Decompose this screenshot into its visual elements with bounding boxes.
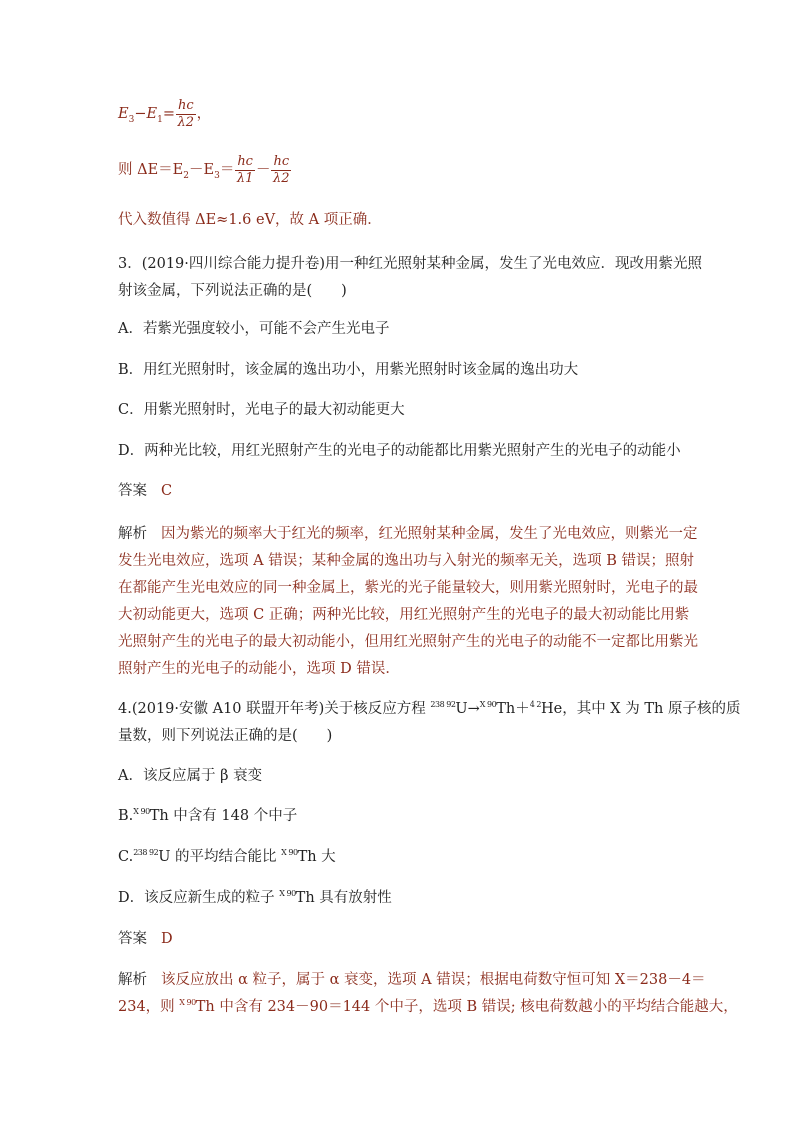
formula-symbol: E xyxy=(146,106,158,122)
fraction-denominator: λ2 xyxy=(177,114,195,130)
q3-option-d: D．两种光比较，用红光照射产生的光电子的动能都比用紫光照射产生的光电子的动能小 xyxy=(118,443,681,459)
formula-punctuation: ， xyxy=(196,106,212,122)
q3-analysis-line-5: 光照射产生的光电子的最大初动能小，但用红光照射产生的光电子的动能不一定都比用紫光 xyxy=(118,634,698,650)
formula-e3-e1 xyxy=(118,96,688,132)
formula-operator: = xyxy=(162,106,175,122)
formula-subscript: 3 xyxy=(214,170,220,181)
stem-text: He，其中 X 为 Th 原子核的质 xyxy=(540,701,741,717)
formula-subscript: 3 xyxy=(128,114,135,125)
analysis-text: 234，则 xyxy=(118,999,180,1015)
q3-option-c: C．用紫光照射时，光电子的最大初动能更大 xyxy=(118,402,405,418)
formula-text: 则 ΔE＝E xyxy=(118,162,184,178)
analysis-text: 因为紫光的频率大于红光的频率，红光照射某种金属，发生了光电效应，则紫光一定 xyxy=(161,526,698,542)
isotope-label: X 90 xyxy=(179,998,196,1007)
q4-option-c xyxy=(118,847,688,869)
q3-analysis-line-6: 照射产生的光电子的动能小，选项 D 错误． xyxy=(118,661,400,677)
option-text: Th 具有放射性 xyxy=(295,890,392,906)
q4-option-a: A．该反应属于 β 衰变 xyxy=(118,768,263,784)
q3-stem-line-2: 射该金属，下列说法正确的是( ) xyxy=(118,283,347,299)
q3-analysis-line-2: 发生光电效应，选项 A 错误；某种金属的逸出功与入射光的频率无关，选项 B 错误；照射 xyxy=(118,553,695,569)
fraction xyxy=(176,98,196,131)
q4-analysis-line-2 xyxy=(118,997,738,1019)
formula-text: －E xyxy=(188,162,215,178)
q4-stem-line-1 xyxy=(118,699,741,721)
result-line: 代入数值得 ΔE≈1.6 eV，故 A 项正确． xyxy=(118,212,382,228)
analysis-label: 解析 xyxy=(118,972,147,988)
formula-symbol: E xyxy=(118,106,129,122)
option-text: D．该反应新生成的粒子 xyxy=(118,890,280,906)
isotope-label: 238 92 xyxy=(430,700,456,709)
answer-label: 答案 xyxy=(118,483,147,499)
fraction xyxy=(271,154,291,187)
formula-delta-e xyxy=(118,152,688,188)
q4-option-d xyxy=(118,888,688,910)
isotope-label: X 90 xyxy=(133,807,150,816)
isotope-label: 4 2 xyxy=(529,700,541,709)
option-text: Th 中含有 148 个中子 xyxy=(149,808,298,824)
q4-answer xyxy=(118,929,688,949)
stem-text: 4.(2019·安徽 A10 联盟开年考)关于核反应方程 xyxy=(118,701,431,717)
isotope-label: X 90 xyxy=(281,848,298,857)
isotope-label: X 90 xyxy=(279,889,296,898)
q3-analysis-line-4: 大初动能更大，选项 C 正确；两种光比较，用红光照射产生的光电子的最大初动能比用紫 xyxy=(118,607,690,623)
answer-label: 答案 xyxy=(118,931,147,947)
fraction-denominator: λ1 xyxy=(236,170,254,186)
option-text: U 的平均结合能比 xyxy=(158,849,282,865)
q4-analysis-line-1 xyxy=(118,970,706,990)
analysis-label: 解析 xyxy=(118,526,147,542)
q4-stem-line-2: 量数，则下列说法正确的是( ) xyxy=(118,728,333,744)
stem-text: U→ xyxy=(455,701,480,717)
analysis-text: 该反应放出 α 粒子，属于 α 衰变，选项 A 错误；根据电荷数守恒可知 X＝238－4＝ xyxy=(161,972,706,988)
fraction-numerator: hc xyxy=(237,153,253,169)
fraction-denominator: λ2 xyxy=(273,170,290,186)
option-text: C. xyxy=(118,849,134,865)
formula-subscript: 2 xyxy=(183,170,189,181)
fraction xyxy=(235,154,255,187)
isotope-label: 238 92 xyxy=(133,848,159,857)
formula-operator: － xyxy=(255,162,271,178)
option-text: Th 大 xyxy=(297,849,336,865)
formula-operator: ＝ xyxy=(219,162,235,178)
formula-subscript: 1 xyxy=(157,114,163,125)
option-text: B. xyxy=(118,808,134,824)
answer-value: C xyxy=(161,483,173,499)
fraction-numerator: hc xyxy=(273,153,290,169)
isotope-label: X 90 xyxy=(479,700,497,709)
answer-value: D xyxy=(161,931,173,947)
q3-analysis-line-3: 在都能产生光电效应的同一种金属上，紫光的光子能量较大，则用紫光照射时，光电子的最 xyxy=(118,580,698,596)
analysis-text: Th 中含有 234－90＝144 个中子，选项 B 错误; 核电荷数越小的平均结合能越大， xyxy=(195,999,738,1015)
q3-answer xyxy=(118,481,688,501)
formula-operator: − xyxy=(134,106,147,122)
q3-option-a: A．若紫光强度较小，可能不会产生光电子 xyxy=(118,321,390,337)
stem-text: Th＋ xyxy=(496,701,530,717)
q3-analysis-line-1 xyxy=(118,524,698,544)
q3-option-b: B．用红光照射时，该金属的逸出功小，用紫光照射时该金属的逸出功大 xyxy=(118,362,579,378)
fraction-numerator: hc xyxy=(177,97,194,113)
q3-stem-line-1: 3．(2019·四川综合能力提升卷)用一种红光照射某种金属，发生了光电效应．现改用紫光照 xyxy=(118,256,703,272)
q4-option-b xyxy=(118,806,688,828)
